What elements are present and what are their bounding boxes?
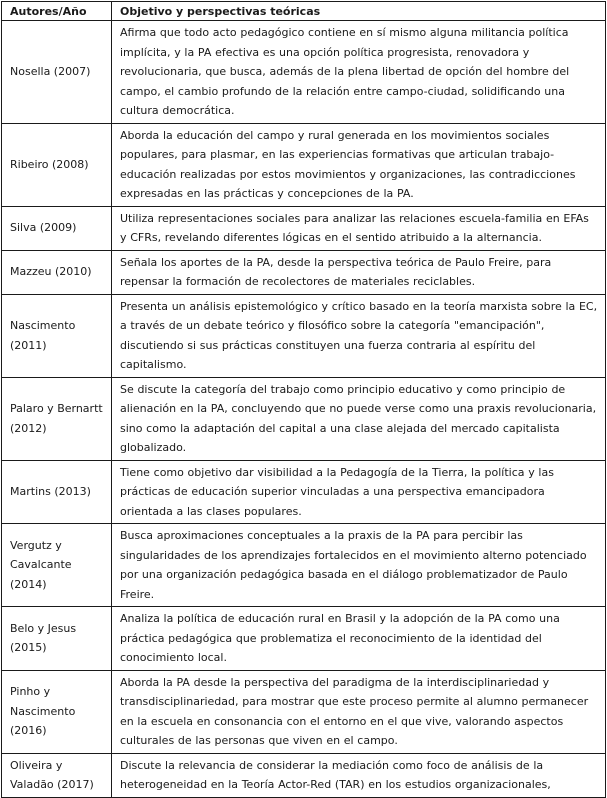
author-cell: Nosella (2007) bbox=[2, 21, 112, 124]
objective-cell: Presenta un análisis epistemológico y crítico basado en la teoría marxista sobre la EC, a través de un debate teórico y filosófico sobre la categoría "emancipación", discutiendo si sus prácticas constituyen una fuerza contraria al espíritu del capitalismo. bbox=[112, 294, 606, 377]
author-cell: Belo y Jesus (2015) bbox=[2, 607, 112, 671]
table-row bbox=[2, 753, 606, 797]
author-cell: Pinho y Nascimento (2016) bbox=[2, 670, 112, 753]
author-cell: Silva (2009) bbox=[2, 206, 112, 250]
author-cell: Vergutz y Cavalcante (2014) bbox=[2, 524, 112, 607]
author-cell: Palaro y Bernartt (2012) bbox=[2, 377, 112, 460]
author-cell: Nascimento (2011) bbox=[2, 294, 112, 377]
header-author: Autores/Año bbox=[2, 2, 112, 21]
author-cell: Ribeiro (2008) bbox=[2, 123, 112, 206]
literature-table bbox=[1, 1, 606, 798]
table-row bbox=[2, 250, 606, 294]
table-row bbox=[2, 460, 606, 524]
author-cell: Martins (2013) bbox=[2, 460, 112, 524]
header-objective: Objetivo y perspectivas teóricas bbox=[112, 2, 606, 21]
table-row bbox=[2, 294, 606, 377]
objective-cell: Discute la relevancia de considerar la mediación como foco de análisis de la heterogeneidad en la Teoría Actor-Red (TAR) en los estudios organizacionales, bbox=[112, 753, 606, 797]
table-row bbox=[2, 206, 606, 250]
table-row bbox=[2, 377, 606, 460]
table-row bbox=[2, 21, 606, 124]
table-row bbox=[2, 607, 606, 671]
objective-cell: Utiliza representaciones sociales para analizar las relaciones escuela-familia en EFAs y CFRs, revelando diferentes lógicas en el sentido atribuido a la alternancia. bbox=[112, 206, 606, 250]
objective-cell: Busca aproximaciones conceptuales a la praxis de la PA para percibir las singularidades de los aprendizajes fortalecidos en el movimiento alterno potenciado por una organización pedagógica basada en el diálogo problematizador de Paulo Freire. bbox=[112, 524, 606, 607]
table-row bbox=[2, 123, 606, 206]
table-row bbox=[2, 524, 606, 607]
objective-cell: Aborda la PA desde la perspectiva del paradigma de la interdisciplinariedad y transdisciplinariedad, para mostrar que este proceso permite al alumno permanecer en la escuela en consonancia con el entorno en el que vive, valorando aspectos culturales de las personas que viven en el campo. bbox=[112, 670, 606, 753]
objective-cell: Se discute la categoría del trabajo como principio educativo y como principio de alienación en la PA, concluyendo que no puede verse como una praxis revolucionaria, sino como la adaptación del capital a una clase alejada del mercado capitalista globalizado. bbox=[112, 377, 606, 460]
author-cell: Mazzeu (2010) bbox=[2, 250, 112, 294]
objective-cell: Tiene como objetivo dar visibilidad a la Pedagogía de la Tierra, la política y las prácticas de educación superior vinculadas a una perspectiva emancipadora orientada a las clases populares. bbox=[112, 460, 606, 524]
objective-cell: Señala los aportes de la PA, desde la perspectiva teórica de Paulo Freire, para repensar la formación de recolectores de materiales reciclables. bbox=[112, 250, 606, 294]
table-header-row bbox=[2, 2, 606, 21]
objective-cell: Analiza la política de educación rural en Brasil y la adopción de la PA como una práctica pedagógica que problematiza el reconocimiento de la identidad del conocimiento local. bbox=[112, 607, 606, 671]
objective-cell: Afirma que todo acto pedagógico contiene en sí mismo alguna militancia política implícita, y la PA efectiva es una opción política progresista, renovadora y revolucionaria, que busca, además de la plena libertad de opción del hombre del campo, el cambio profundo de la relación entre campo-ciudad, solidificando una cultura democrática. bbox=[112, 21, 606, 124]
author-cell: Oliveira y Valadão (2017) bbox=[2, 753, 112, 797]
table-row bbox=[2, 670, 606, 753]
objective-cell: Aborda la educación del campo y rural generada en los movimientos sociales populares, para plasmar, en las experiencias formativas que articulan trabajo-educación realizadas por estos movimientos y organizaciones, las contradicciones expresadas en las prácticas y concepciones de la PA. bbox=[112, 123, 606, 206]
